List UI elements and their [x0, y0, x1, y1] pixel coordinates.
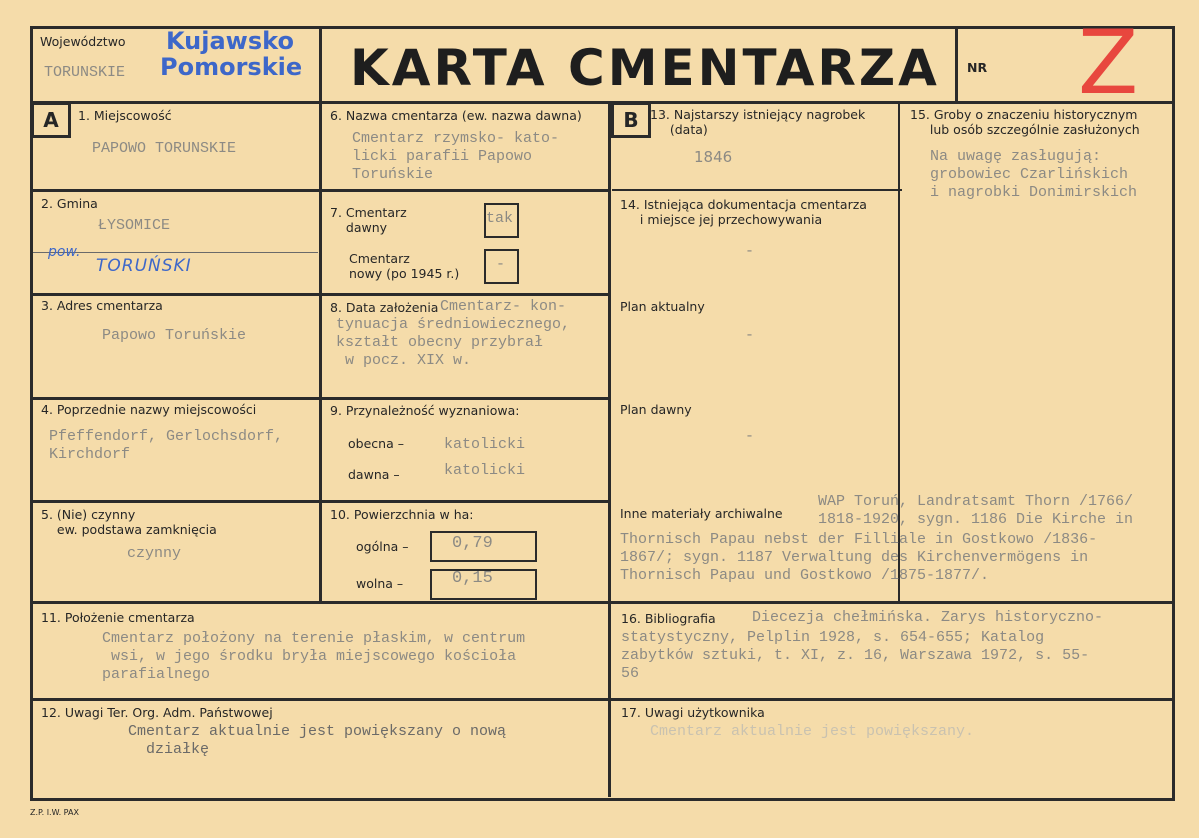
field-10-wolna-value: 0,15	[452, 569, 493, 588]
divider	[30, 101, 1172, 104]
plan-dawny-value[interactable]: -	[745, 428, 755, 445]
printer-mark: Z.P. I.W. PAX	[30, 808, 79, 817]
field-4-value[interactable]: Pfeffendorf, Gerlochsdorf, Kirchdorf	[49, 428, 284, 463]
field-12-label: 12. Uwagi Ter. Org. Adm. Państwowej	[41, 705, 273, 720]
wojewodztwo-typed: TORUNSKIE	[44, 64, 126, 81]
field-14-value[interactable]: -	[745, 243, 755, 260]
field-1-value[interactable]: PAPOWO TORUNSKIE	[92, 140, 237, 157]
field-1-label: 1. Miejscowość	[78, 108, 172, 123]
field-17-value[interactable]: Cmentarz aktualnie jest powiększany.	[650, 723, 975, 740]
field-6-value[interactable]: Cmentarz rzymsko- kato- licki parafii Papowo Toruńskie	[352, 130, 560, 183]
field-11-value[interactable]: Cmentarz położony na terenie płaskim, w centrum wsi, w jego środku bryła miejscowego kościoła parafialnego	[102, 630, 526, 683]
field-13-value[interactable]: 1846	[694, 148, 733, 166]
field-7-dawny-value: tak	[486, 210, 514, 227]
divider	[319, 26, 322, 601]
field-9-obecna-label: obecna –	[348, 436, 404, 451]
field-7-nowy-value: -	[496, 256, 506, 273]
plan-dawny-label: Plan dawny	[620, 402, 692, 417]
field-8-label: 8. Data założenia	[330, 300, 439, 315]
field-5-label: 5. (Nie) czynny ew. podstawa zamknięcia	[41, 507, 217, 537]
field-6-label: 6. Nazwa cmentarza (ew. nazwa dawna)	[330, 108, 582, 123]
inne-materialy-value-first[interactable]: WAP Toruń, Landratsamt Thorn /1766/ 1818-1920, sygn. 1186 Die Kirche in	[818, 493, 1134, 528]
section-b-marker: B	[611, 102, 651, 138]
field-10-ogolna-value: 0,79	[452, 534, 493, 553]
divider	[955, 26, 958, 101]
plan-aktualny-value[interactable]: -	[745, 327, 755, 344]
field-10-label: 10. Powierzchnia w ha:	[330, 507, 474, 522]
stamp-line-1: Kujawsko	[166, 27, 294, 55]
divider	[608, 101, 611, 797]
divider	[30, 601, 1172, 604]
field-16-value-rest[interactable]: statystyczny, Pelplin 1928, s. 654-655; Katalog zabytków sztuki, t. XI, z. 16, Warszawa 1972, s. 55- 56	[621, 629, 1090, 682]
field-8-value[interactable]: Cmentarz- kon- tynuacja średniowiecznego, kształt obecny przybrał w pocz. XIX w.	[336, 298, 571, 369]
wojewodztwo-label: Województwo	[40, 34, 126, 49]
field-2-value[interactable]: ŁYSOMICE	[98, 217, 171, 234]
nr-value: Z	[1078, 11, 1139, 114]
field-9-label: 9. Przynależność wyznaniowa:	[330, 403, 520, 418]
nr-label: NR	[967, 60, 988, 75]
pow-label: pow.	[48, 244, 81, 260]
field-10-wolna-label: wolna –	[356, 576, 404, 591]
pow-value[interactable]: TORUŃSKI	[96, 256, 192, 276]
divider	[30, 698, 1172, 701]
field-9-obecna-value[interactable]: katolicki	[444, 436, 526, 453]
field-15-label: 15. Groby o znaczeniu historycznym lub osób szczególnie zasłużonych	[910, 107, 1140, 137]
page-title: KARTA CMENTARZA	[350, 39, 940, 97]
field-4-label: 4. Poprzednie nazwy miejscowości	[41, 402, 257, 417]
field-16-value-first[interactable]: Diecezja chełmińska. Zarys historyczno-	[752, 609, 1104, 626]
field-9-dawna-value[interactable]: katolicki	[444, 462, 526, 479]
plan-aktualny-label: Plan aktualny	[620, 299, 705, 314]
field-3-label: 3. Adres cmentarza	[41, 298, 163, 313]
field-16-label: 16. Bibliografia	[621, 611, 716, 626]
field-15-value[interactable]: Na uwagę zasługują: grobowiec Czarlińskich i nagrobki Donimirskich	[930, 148, 1138, 201]
field-7-nowy-label: Cmentarz nowy (po 1945 r.)	[349, 251, 460, 281]
field-13-label: 13. Najstarszy istniejący nagrobek (data)	[650, 107, 866, 137]
field-10-ogolna-label: ogólna –	[356, 539, 409, 554]
field-17-label: 17. Uwagi użytkownika	[621, 705, 765, 720]
field-12-value[interactable]: Cmentarz aktualnie jest powiększany o nową działkę	[128, 723, 507, 758]
field-3-value[interactable]: Papowo Toruńskie	[102, 327, 247, 344]
wojewodztwo-stamp	[160, 28, 320, 80]
field-11-label: 11. Położenie cmentarza	[41, 610, 195, 625]
inne-materialy-value-rest[interactable]: Thornisch Papau nebst der Filliale in Gostkowo /1836- 1867/; sygn. 1187 Verwaltung des Kirchenvermögens in Thornisch Papau und Gostkowo /1875-1877/.	[620, 531, 1098, 584]
inne-materialy-label: Inne materiały archiwalne	[620, 506, 783, 521]
field-2-label: 2. Gmina	[41, 196, 98, 211]
divider	[612, 189, 902, 191]
field-9-dawna-label: dawna –	[348, 467, 400, 482]
stamp-line-2: Pomorskie	[160, 53, 303, 81]
section-a-marker: A	[31, 102, 71, 138]
field-5-value[interactable]: czynny	[127, 545, 182, 562]
field-7-dawny-label: 7. Cmentarz dawny	[330, 205, 407, 235]
field-14-label: 14. Istniejąca dokumentacja cmentarza i miejsce jej przechowywania	[620, 197, 867, 227]
